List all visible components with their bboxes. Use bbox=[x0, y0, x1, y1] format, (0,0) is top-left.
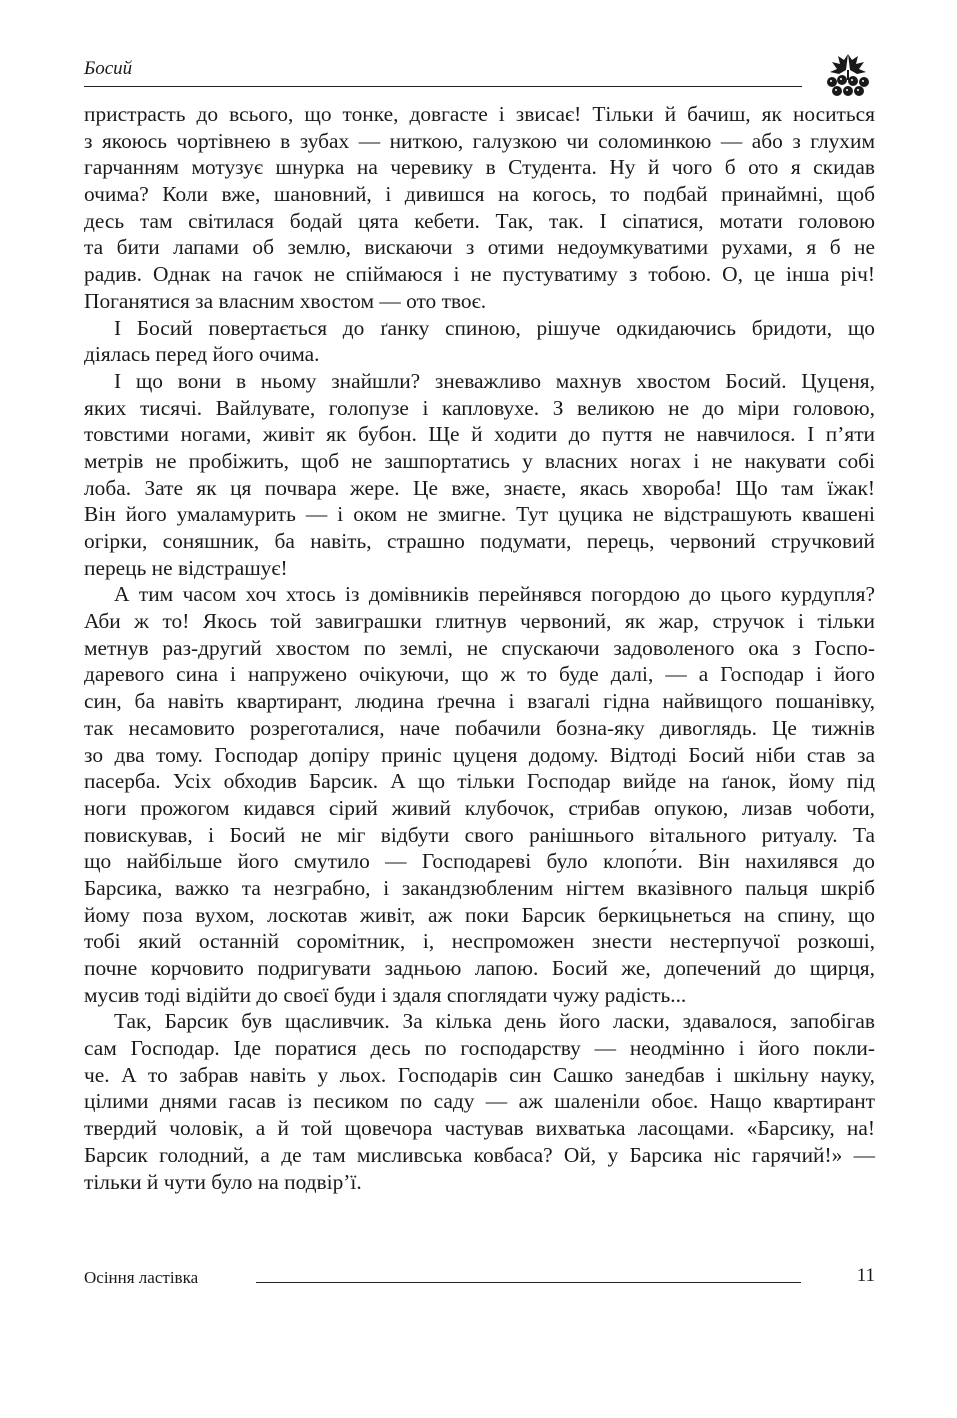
text-line: пристрасть до всього, що тонке, довгасте і звисає! Тільки й бачиш, як носиться bbox=[84, 102, 875, 126]
text-line: Аби ж то! Якось той завиграшки глитнув червоний, як жар, стручок і тільки bbox=[84, 609, 875, 634]
text-line: тільки й чути було на подвір’ї. bbox=[84, 1169, 362, 1194]
text-line: йому поза вухом, лоскотав живіт, аж поки Барсик беркицьнеться на спину, що bbox=[84, 902, 875, 927]
paragraph bbox=[84, 581, 875, 1008]
text-line: ноги прожогом кидався сірий живий клубочок, стрибав опукою, лизав чоботи, bbox=[84, 795, 875, 820]
text-line: що найбільше його смутило — Господареві було клопо́ти. Він нахилявся до bbox=[84, 849, 875, 874]
footer-rule bbox=[256, 1282, 801, 1283]
text-line: Барсик голодний, а де там мисливська ковбаса? Ой, у Барсика ніс гарячий!» — bbox=[84, 1142, 875, 1167]
text-line: син, ба навіть квартирант, людина ґречна і взагалі гідна найвищого пошанівку, bbox=[84, 689, 875, 714]
footer-title: Осіння ластівка bbox=[84, 1268, 199, 1287]
text-line: огірки, соняшник, ба навіть, страшно подумати, перець, червоний стручковий bbox=[84, 529, 875, 553]
text-line: з якоюсь чортівнею в зубах — ниткою, галузкою чи соломинкою — або з глухим bbox=[84, 128, 875, 153]
text-line: цілими днями гасав із песиком по саду — аж шаленіли обоє. Нащо квартирант bbox=[84, 1089, 875, 1114]
paragraph bbox=[84, 368, 875, 582]
text-line: перець не відстрашує! bbox=[84, 555, 288, 580]
page-number: 11 bbox=[856, 1265, 875, 1286]
text-line: почне корчовито подригувати задньою лапою. Босий же, допечений до щирця, bbox=[84, 956, 875, 980]
text-line: сам Господар. Іде поратися десь по господарству — неодмінно і його покли- bbox=[84, 1036, 875, 1061]
text-line: лоба. Зате як ця почвара жере. Це вже, знаєте, якась хвороба! Що там їжак! bbox=[84, 475, 875, 500]
text-line: Барсика, важко та незграбно, і закандзюбленим нігтем вказівного пальця шкріб bbox=[84, 875, 875, 900]
header-rule bbox=[84, 86, 802, 87]
text-line: метнув раз-другий хвостом по землі, не спускаючи задоволеного ока з Госпо- bbox=[84, 635, 875, 660]
text-line: тобі який останній соромітник, і, неспроможен знести нестерпучої розкоші, bbox=[84, 929, 875, 954]
text-line: метрів не пробіжить, щоб не зашпортатись у власних ногах і не накувати собі bbox=[84, 448, 875, 473]
text-line: зо два тому. Господар допіру приніс цуценя додому. Відтоді Босий ніби став за bbox=[84, 742, 875, 767]
header-title: Босий bbox=[84, 58, 133, 79]
text-line: десь там світилася бодай цята кебети. Так, так. І сіпатися, мотати головою bbox=[84, 208, 875, 233]
rowan-berries-icon bbox=[822, 50, 874, 100]
text-line: яких тисячі. Вайлувате, голопузе і капловухе. З великою не до міри головою, bbox=[84, 395, 875, 420]
text-line: Так, Барсик був щасливчик. За кілька день його ласки, здавалося, запобігав bbox=[114, 1009, 875, 1034]
text-line: че. А то забрав навіть у льох. Господарів син Сашко занедбав і шкільну науку, bbox=[84, 1062, 875, 1087]
text-line: твердий чоловік, а й той щовечора частував вихватька ласощами. «Барсику, на! bbox=[84, 1116, 875, 1141]
paragraph bbox=[84, 1008, 875, 1195]
text-line: даревого сина і напружено очікуючи, що ж то буде далі, — а Господар і його bbox=[84, 662, 875, 687]
text-line: І що вони в ньому знайшли? зневажливо махнув хвостом Босий. Цуценя, bbox=[114, 368, 875, 393]
paragraph bbox=[84, 101, 875, 315]
text-line: повискував, і Босий не міг відбути свого ранішнього вітального ритуалу. Та bbox=[84, 822, 875, 847]
text-line: І Босий повертається до ґанку спиною, рішуче одкидаючись бридоти, що bbox=[114, 315, 875, 340]
text-line: пасерба. Усіх обходив Барсик. А що тільки Господар вийде на ґанок, йому під bbox=[84, 769, 875, 794]
text-line: мусив тоді відійти до своєї буди і здаля споглядати чужу радість... bbox=[84, 982, 687, 1007]
text-line: Він його умаламурить — і оком не змигне. Тут цуцика не відстрашують квашені bbox=[84, 502, 875, 527]
text-line: діялась перед його очима. bbox=[84, 342, 320, 367]
text-line: гарчанням мотузує шнурка на черевику в Студента. Ну й чого б ото я скидав bbox=[84, 155, 875, 180]
paragraph bbox=[84, 315, 875, 368]
text-line: товстими ногами, живіт як бубон. Ще й ходити до пуття не навчилося. І п’яти bbox=[84, 422, 875, 447]
text-line: Поганятися за власним хвостом — ото твоє. bbox=[84, 288, 487, 313]
text-line: А тим часом хоч хтось із домівників перейнявся погордою до цього курдупля? bbox=[114, 582, 875, 607]
text-line: радив. Однак на гачок не спіймаюся і не пустуватиму з тобою. О, це інша річ! bbox=[84, 262, 875, 287]
text-line: та бити лапами об землю, вискаючи з отими недоумкуватими рухами, я б не bbox=[84, 235, 875, 260]
text-line: так несамовито розреготалися, наче побачили бозна-яку дивоглядь. Це тижнів bbox=[84, 715, 875, 740]
text-line: очима? Коли вже, шановний, і дивишся на когось, то подбай принаймні, щоб bbox=[84, 182, 875, 207]
body-text bbox=[84, 101, 875, 1195]
